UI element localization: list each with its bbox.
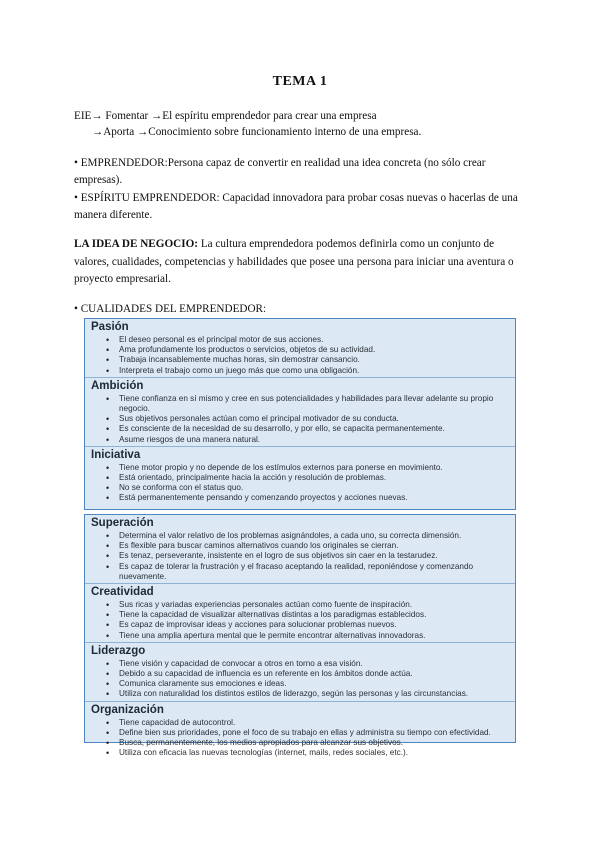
quality-list — [91, 394, 509, 445]
quality-item: • Busca, permanentemente, los medios apropiados para alcanzar sus objetivos. — [119, 738, 509, 748]
quality-item: • Trabaja incansablemente muchas horas, sin demostrar cansancio. — [119, 355, 509, 365]
quality-list — [91, 659, 509, 700]
quality-item: • Tiene la capacidad de visualizar alternativas distintas a los paradigmas establecidos. — [119, 610, 509, 620]
quality-section-creatividad — [85, 583, 515, 642]
quality-item: • Está permanentemente pensando y comenzando proyectos y acciones nuevas. — [119, 493, 509, 503]
quality-item: • Determina el valor relativo de los problemas asignándoles, a cada uno, su correcta dimensión. — [119, 531, 509, 541]
qualities-panel-1 — [84, 318, 516, 510]
idea-text: La cultura emprendedora podemos definirla como un conjunto de valores, cualidades, competencias y habilidades que posee una persona para iniciar una aventura o proyecto empresarial. — [74, 238, 514, 285]
quality-item: • Es capaz de tolerar la frustración y el fracaso aceptando la realidad, reponiéndose y comenzando nuevamente. — [119, 562, 509, 582]
quality-title: Iniciativa — [91, 448, 141, 461]
quality-list — [91, 531, 509, 582]
quality-list — [91, 335, 509, 376]
quality-title: Creatividad — [91, 586, 154, 599]
eie-line-2: →Aporta →Conocimiento sobre funcionamiento interno de una empresa. — [92, 126, 422, 138]
quality-item: • Define bien sus prioridades, pone el foco de su trabajo en ellas y administra su tiempo con efectividad. — [119, 728, 509, 738]
quality-item: • Comunica claramente sus emociones e ideas. — [119, 679, 509, 689]
quality-item: • Es flexible para buscar caminos alternativos cuando los originales se cierran. — [119, 541, 509, 551]
idea-de-negocio-paragraph — [74, 236, 524, 289]
quality-title: Organización — [91, 703, 164, 716]
quality-item: • Ama profundamente los productos o servicios, objetos de su actividad. — [119, 345, 509, 355]
quality-item: • Tiene visión y capacidad de convocar a otros en torno a esa visión. — [119, 659, 509, 669]
quality-item: • Sus ricas y variadas experiencias personales actúan como fuente de inspiración. — [119, 600, 509, 610]
quality-title: Pasión — [91, 321, 129, 333]
quality-item: • Tiene confianza en sí mismo y cree en sus potencialidades y habilidades para llevar adelante su propio negocio. — [119, 394, 509, 414]
quality-title: Superación — [91, 517, 154, 529]
quality-item: • Tiene capacidad de autocontrol. — [119, 718, 509, 728]
quality-item: • Utiliza con eficacia las nuevas tecnologías (internet, mails, redes sociales, etc.). — [119, 748, 509, 758]
quality-section-ambicion — [85, 377, 515, 446]
quality-item: • Interpreta el trabajo como un juego más que como una obligación. — [119, 366, 509, 376]
eie-line-1: EIE→ Fomentar →El espíritu emprendedor para crear una empresa — [74, 110, 377, 122]
quality-section-liderazgo — [85, 642, 515, 701]
quality-title: Liderazgo — [91, 644, 146, 657]
quality-list — [91, 600, 509, 641]
quality-list — [91, 718, 509, 759]
page-title: TEMA 1 — [272, 74, 328, 89]
definition-espiritu-emprendedor: • ESPÍRITU EMPRENDEDOR: Capacidad innovadora para probar cosas nuevas o hacerlas de una manera diferente. — [74, 192, 518, 221]
quality-section-organizacion — [85, 701, 515, 760]
qualities-panel-2 — [84, 514, 516, 758]
quality-item: • Tiene una amplia apertura mental que le permite encontrar alternativas innovadoras. — [119, 631, 509, 641]
quality-title: Ambición — [91, 379, 144, 392]
quality-list — [91, 463, 509, 504]
cualidades-heading: • CUALIDADES DEL EMPRENDEDOR: — [74, 303, 267, 315]
quality-section-pasion — [85, 319, 515, 377]
quality-item: • Es consciente de la necesidad de su desarrollo, y por ello, se capacita permanentemente. — [119, 424, 509, 434]
quality-item: • Asume riesgos de una manera natural. — [119, 435, 509, 445]
quality-item: • Está orientado, principalmente hacia la acción y resolución de problemas. — [119, 473, 509, 483]
quality-item: • Tiene motor propio y no depende de los estímulos externos para ponerse en movimiento. — [119, 463, 509, 473]
quality-item: • Utiliza con naturalidad los distintos estilos de liderazgo, según las personas y las circunstancias. — [119, 689, 509, 699]
quality-item: • Sus objetivos personales actúan como el principal motivador de su conducta. — [119, 414, 509, 424]
quality-item: • El deseo personal es el principal motor de sus acciones. — [119, 335, 509, 345]
quality-item: • Es capaz de improvisar ideas y acciones para solucionar problemas nuevos. — [119, 620, 509, 630]
quality-section-iniciativa — [85, 446, 515, 505]
definition-emprendedor: • EMPRENDEDOR:Persona capaz de convertir en realidad una idea concreta (no sólo crear empresas). — [74, 157, 486, 186]
quality-item: • Es tenaz, perseverante, insistente en el logro de sus objetivos sin caer en la testarudez. — [119, 551, 509, 561]
idea-heading: LA IDEA DE NEGOCIO: — [74, 238, 199, 250]
quality-item: • No se conforma con el status quo. — [119, 483, 509, 493]
quality-section-superacion — [85, 515, 515, 583]
quality-item: • Debido a su capacidad de influencia es un referente en los ámbitos donde actúa. — [119, 669, 509, 679]
